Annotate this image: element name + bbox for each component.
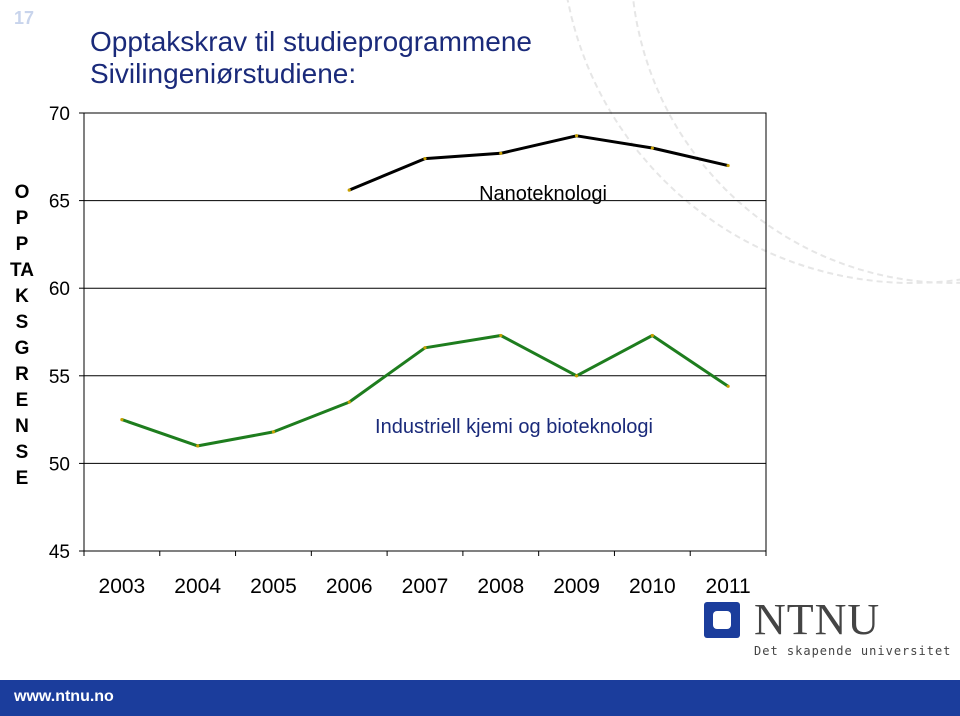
y-tick-label: 60 [48, 279, 70, 301]
footer-url[interactable]: www.ntnu.no [14, 688, 114, 705]
y-tick-label: 45 [48, 542, 70, 563]
x-tick-label: 2005 [250, 575, 297, 598]
series-label-industriell-kjemi: Industriell kjemi og bioteknologi [375, 416, 653, 438]
x-tick-label: 2006 [325, 575, 373, 598]
data-point [651, 334, 654, 337]
x-tick-label: 2007 [401, 575, 449, 598]
data-point [120, 418, 123, 421]
x-tick-label: 2008 [477, 575, 525, 598]
plot-area-frame [84, 113, 766, 551]
data-point [651, 146, 654, 149]
slide-number: 17 [14, 8, 35, 28]
y-tick-label: 70 [48, 104, 70, 125]
data-point [727, 385, 730, 388]
data-point [575, 134, 578, 137]
data-point [272, 430, 275, 433]
data-point [348, 400, 351, 403]
y-tick-label: 65 [48, 191, 70, 213]
ntnu-logo-word: NTNU [754, 595, 881, 644]
data-point [196, 444, 199, 447]
data-point [348, 188, 351, 191]
y-tick-label: 50 [48, 454, 70, 476]
x-tick-label: 2003 [98, 575, 146, 598]
title-line-1: Opptakskrav til studieprogrammene [90, 26, 532, 57]
footer-bar [0, 680, 960, 716]
series-label-nanoteknologi: Nanoteknologi [479, 183, 607, 205]
title-line-2: Sivilingeniørstudiene: [90, 58, 357, 89]
data-point [727, 164, 730, 167]
x-tick-label: 2011 [705, 575, 751, 598]
ntnu-logo [702, 595, 952, 670]
data-point [499, 152, 502, 155]
ntnu-logo-tagline: Det skapende universitet [754, 644, 952, 658]
y-tick-label: 55 [48, 366, 70, 388]
x-tick-label: 2010 [628, 575, 676, 598]
y-axis-label: OPPTAKSGRENSE [10, 182, 34, 489]
series-line [349, 136, 728, 190]
data-point [423, 157, 426, 160]
data-point [499, 334, 502, 337]
data-point [423, 346, 426, 349]
x-tick-label: 2004 [174, 575, 222, 598]
data-point [575, 374, 578, 377]
x-tick-label: 2009 [553, 575, 600, 598]
ntnu-logo-mark [704, 602, 740, 638]
